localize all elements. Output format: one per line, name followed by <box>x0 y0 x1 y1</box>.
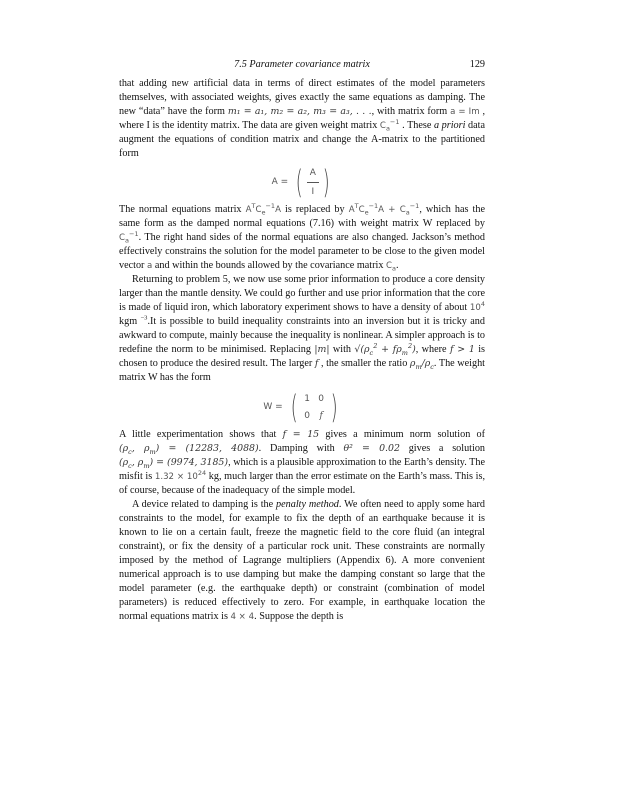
math-normal-matrix: $A^TC_e^{-1}A$ <box>245 202 281 217</box>
math-matrix-form: a = Im <box>450 107 480 117</box>
body-text <box>119 77 485 624</box>
paragraph-normal-equations: The normal equations matrix $A^TC_e^{-1}A$ is replaced by $A^TC_e^{-1}A + C_a^{-1}$, which has the same form as the damped normal equations (7.16) with weight matrix W replaced by $C_a^{-1}$. The right hand sides of the normal equations are also changed. Jackson’s method effectively constrains the solution for the model parameter to be close to the given model vector a and within the bounds allowed by the covariance matrix $C_a$. <box>119 202 485 273</box>
equation-lhs: A = <box>271 177 289 187</box>
partition-bottom: I <box>311 186 315 197</box>
math-misfit: $1.32 \times 10^{24}$ <box>154 469 207 482</box>
partitioned-matrix <box>307 166 319 199</box>
left-paren: ( <box>296 163 303 201</box>
math-weighted-norm: $√(\rho_c^2 + f\rho_m^2)$ <box>354 341 416 357</box>
math-min-norm-solution: ($\rho_c$, $\rho_m) = (12283$, 4088) <box>119 443 259 456</box>
math-damping-value: θ² = 0.02 <box>343 443 400 454</box>
matrix-cell: 0 <box>304 410 311 421</box>
paragraph-prior-density: Returning to problem 5, we now use some prior information to produce a core density larger than the mantle density. We could go further and use prior information that the core is made of liquid iron, which laboratory experiment shows to have a density of about $10^4$ kgm $^{-3}$.It is possible to build inequality constraints into an inversion but it is tricky and awkward to compute, mainly because the inequality is nonlinear. A simpler approach is to redefine the norm to be minimised. Replacing |m| with $√(\rho_c^2 + f\rho_m^2)$, where f > 1 is chosen to produce the desired result. The larger f , the smaller the ratio $\rho_m/\rho_c$. The weight matrix W has the form <box>119 274 486 383</box>
math-replaced-matrix: $A^TC_e^{-1}A + C_a^{-1}$ <box>348 202 420 217</box>
math-f: f <box>314 358 319 369</box>
page-number: 129 <box>469 59 485 70</box>
math-weight-matrix: $C_a^{-1}$ <box>379 118 400 133</box>
a-priori-term: a priori <box>433 120 466 131</box>
penalty-method-term: penalty method <box>276 499 339 510</box>
equation-partitioned-a <box>119 162 485 202</box>
math-norm: |m| <box>314 344 330 355</box>
math-f-condition: f > 1 <box>449 344 475 355</box>
running-head <box>119 59 485 77</box>
weight-matrix-grid <box>300 392 328 423</box>
matrix-cell: 0 <box>318 393 325 404</box>
math-unit-exponent: −3 <box>140 314 148 322</box>
section-title: 7.5 Parameter covariance matrix <box>234 59 370 70</box>
right-paren: ) <box>330 388 338 426</box>
math-model-vector: a <box>147 261 153 271</box>
math-density-ratio: $\rho_m/\rho_c$ <box>409 358 434 371</box>
math-cov-matrix: $C_a$ <box>385 261 396 273</box>
math-f-value: f = 15 <box>282 429 320 440</box>
math-new-data-form: m₁ = a₁, m₂ = a₂, m₃ = a₃, . . . <box>227 106 372 117</box>
paragraph-damping-data: that adding new artificial data in terms of direct estimates of the model parameters themselves, with associated weights, gives exactly the same equations as damping. The new “data” have the form m₁ = a₁, m₂ = a₂, m₃ = a₃, . . ., with matrix form a = Im , where I is the identity matrix. The data are given weight matrix $C_a^{-1}$ . These a priori data augment the equations of condition matrix and change the A-matrix to the partitioned form <box>119 78 486 159</box>
right-paren: ) <box>322 163 330 201</box>
matrix-cell: f <box>319 410 323 421</box>
partition-top: A <box>307 166 319 183</box>
book-page <box>119 59 485 624</box>
left-paren: ( <box>290 388 298 426</box>
math-damped-solution: ($\rho_c$, $\rho_m) = (9974$, 3185) <box>119 457 229 470</box>
math-inverse-cov: $C_a^{-1}$ <box>119 230 139 245</box>
matrix-cell: 1 <box>304 393 311 404</box>
math-matrix-size: 4 × 4 <box>230 612 255 622</box>
paragraph-experimentation: A little experimentation shows that f = 15 gives a minimum norm solution of ($\rho_c$, $\rho_m) = (12283$, 4088). Damping with θ² = 0.02 gives a solution ($\rho_c$, $\rho_m) = (9974$, 3185), which is a plausible approximation to the Earth’s density. The misfit is $1.32 \times 10^{24}$ kg, much larger than the error estimate on the Earth’s mass. This is, of course, because of the inadequacy of the simple model. <box>119 429 486 496</box>
paragraph-penalty-method: A device related to damping is the penalty method. We often need to apply some hard constraints to the model, for example to fix the depth of an earthquake because it is known to lie on a certain fault, freeze the magnetic field to the core fluid (an integral constraint), or fix the density of a particular rock unit. These constraints are normally imposed by the method of Lagrange multipliers (Appendix 6). A more convenient numerical approach is to use damping but make the damping constant so large that the model parameter (e.g. the earthquake depth) or constraint (combination of model parameters) is reduced effectively to zero. For example, in earthquake location the normal equations matrix is 4 × 4. Suppose the depth is <box>119 499 486 622</box>
math-density: $10^4$ <box>469 300 485 313</box>
equation-lhs: W = <box>263 402 283 412</box>
equation-weight-matrix <box>119 386 485 428</box>
